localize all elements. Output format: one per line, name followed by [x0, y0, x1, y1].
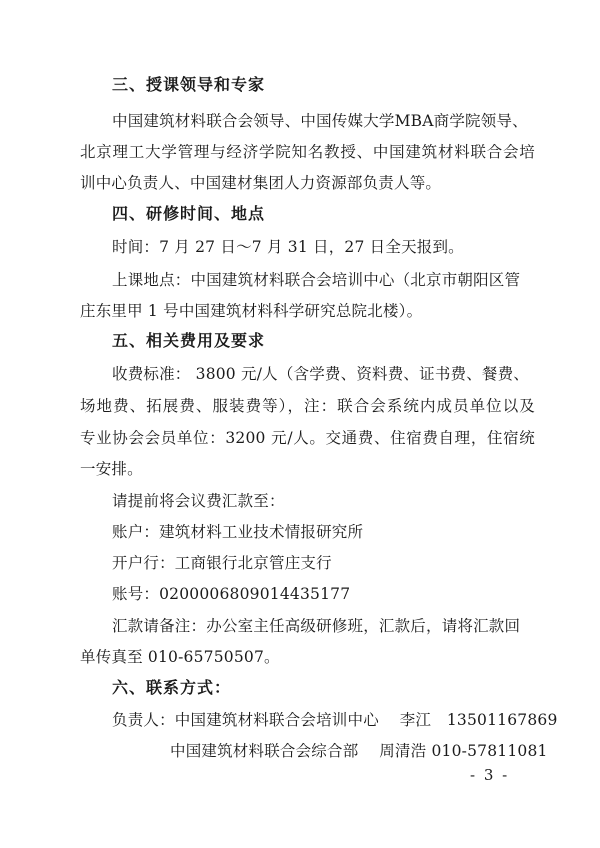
section-4-time: 时间：7 月 27 日～7 月 31 日，27 日全天报到。	[112, 238, 464, 256]
section-3-heading: 三、授课领导和专家	[112, 75, 266, 94]
remit-intro: 请提前将会议费汇款至：	[112, 492, 285, 510]
section-4-heading: 四、研修时间、地点	[112, 204, 266, 223]
section-5-fee-line-2: 场地费、拓展费、服装费等），注：联合会系统内成员单位以及	[80, 397, 535, 415]
page-number: - 3 -	[470, 766, 510, 784]
section-5-fee-line-1: 收费标准： 3800 元/人（含学费、资料费、证书费、餐费、	[112, 365, 530, 383]
section-4-place-line-2: 庄东里甲 1 号中国建筑材料科学研究总院北楼）。	[80, 302, 423, 320]
account-name: 账户：建筑材料工业技术情报研究所	[112, 523, 364, 541]
bank-name: 开户行：工商银行北京管庄支行	[112, 554, 332, 572]
section-3-line-2: 北京理工大学管理与经济学院知名教授、中国建筑材料联合会培	[80, 143, 535, 161]
section-5-heading: 五、相关费用及要求	[112, 331, 266, 350]
section-4-place-line-1: 上课地点：中国建筑材料联合会培训中心（北京市朝阳区管	[112, 271, 521, 289]
section-3-line-1: 中国建筑材料联合会领导、中国传媒大学MBA商学院领导、	[112, 112, 528, 130]
contact-line-1: 负责人：中国建筑材料联合会培训中心 李江 13501167869	[112, 711, 558, 729]
section-5-fee-line-4: 一安排。	[80, 460, 143, 478]
section-5-fee-line-3: 专业协会会员单位：3200 元/人。交通费、住宿费自理，住宿统	[80, 429, 535, 447]
remit-note-line-1: 汇款请备注：办公室主任高级研修班，汇款后，请将汇款回	[112, 617, 521, 635]
section-6-heading: 六、联系方式：	[112, 678, 232, 697]
section-3-line-3: 训中心负责人、中国建材集团人力资源部负责人等。	[80, 174, 442, 192]
contact-line-2: 中国建筑材料联合会综合部 周清浩 010-57811081	[170, 742, 548, 760]
account-number: 账号：0200006809014435177	[112, 585, 351, 603]
remit-note-line-2: 单传真至 010-65750507。	[80, 648, 280, 666]
